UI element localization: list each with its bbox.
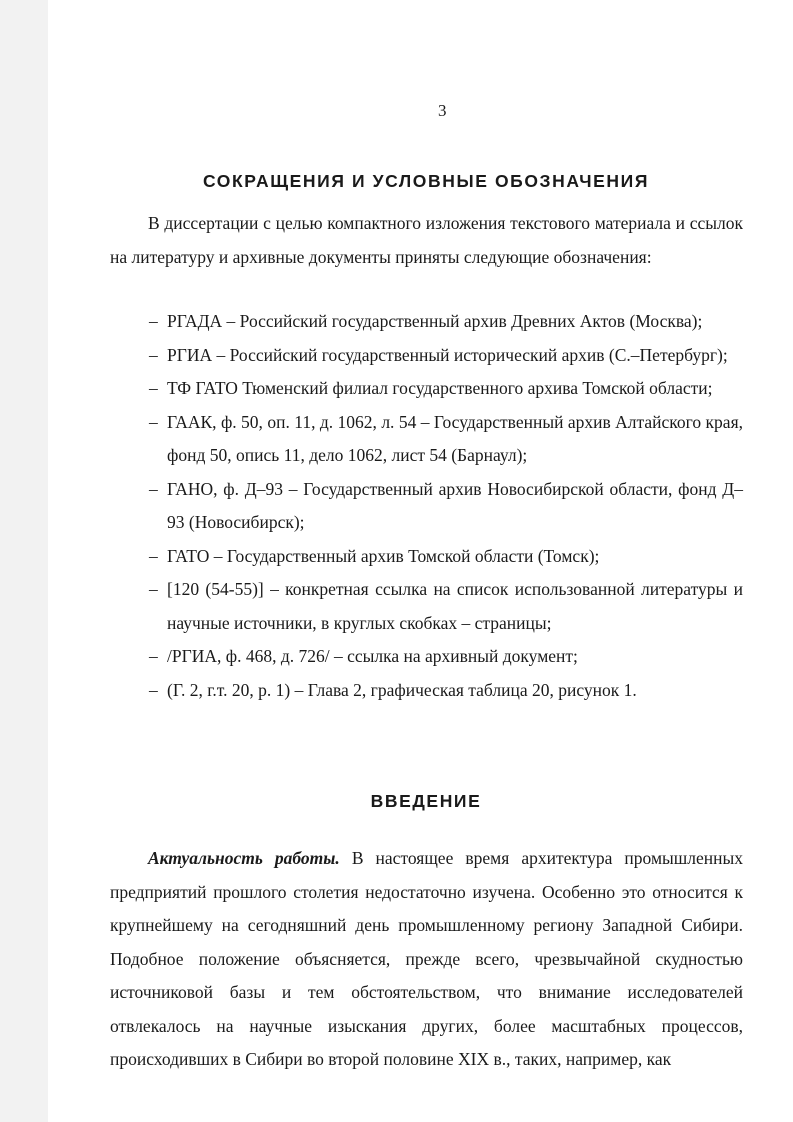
introduction-heading: ВВЕДЕНИЕ [370, 791, 482, 811]
list-item [110, 372, 743, 406]
list-bullet: – [149, 679, 158, 700]
list-item-text: ГААК, ф. 50, оп. 11, д. 1062, л. 54 – Государственный архив Алтайского края, фонд 50, опись 11, дело 1062, лист 54 (Барнаул); [167, 411, 743, 465]
scan-margin [0, 0, 48, 1122]
list-item-text: (Г. 2, г.т. 20, р. 1) – Глава 2, графическая таблица 20, рисунок 1. [167, 679, 637, 700]
abbreviations-list [110, 305, 743, 707]
introduction-paragraph [110, 842, 743, 1077]
list-item [110, 674, 743, 708]
list-bullet: – [149, 478, 158, 499]
list-item-text: РГИА – Российский государственный исторический архив (С.–Петербург); [167, 344, 728, 365]
page-number: 3 [438, 101, 447, 120]
list-bullet: – [149, 646, 158, 666]
list-bullet: – [149, 344, 158, 365]
relevance-label: Актуальность работы. [148, 848, 340, 868]
introduction-text: В настоящее время архитектура промышленных предприятий прошлого столетия недостаточно изучена. Особенно это относится к крупнейшему на сегодняшний день промышленному региону Западной Сибири. Подобное положение объясняется, прежде всего, чрезвычайной скудностью источниковой базы и тем обстоятельством, что внимание исследователей отвлекалось на научные изыскания других, более масштабных процессов, происходивших в Сибири во второй половине XIX в., таких, например, как [110, 848, 743, 1069]
list-item-text: /РГИА, ф. 468, д. 726/ – ссылка на архивный документ; [167, 646, 578, 666]
list-item-text: [120 (54-55)] – конкретная ссылка на список использованной литературы и научные источники, в круглых скобках – страницы; [167, 579, 743, 633]
list-bullet: – [149, 411, 158, 432]
abbreviations-intro: В диссертации с целью компактного изложения текстового материала и ссылок на литературу и архивные документы приняты следующие обозначения: [110, 213, 743, 267]
list-item [110, 406, 743, 473]
list-item [110, 573, 743, 640]
list-item-text: ГАНО, ф. Д–93 – Государственный архив Новосибирской области, фонд Д–93 (Новосибирск); [167, 478, 743, 532]
list-bullet: – [149, 311, 158, 331]
list-bullet: – [149, 545, 158, 566]
list-item [110, 339, 743, 373]
list-item-text: РГАДА – Российский государственный архив Древних Актов (Москва); [167, 311, 703, 331]
list-item [110, 640, 743, 674]
list-bullet: – [149, 378, 158, 398]
list-item [110, 473, 743, 540]
list-item [110, 540, 743, 574]
list-bullet: – [149, 579, 158, 599]
list-item [110, 305, 743, 339]
list-item-text: ГАТО – Государственный архив Томской области (Томск); [167, 545, 600, 566]
abbreviations-heading: СОКРАЩЕНИЯ И УСЛОВНЫЕ ОБОЗНАЧЕНИЯ [202, 171, 650, 191]
list-item-text: ТФ ГАТО Тюменский филиал государственного архива Томской области; [167, 378, 713, 398]
